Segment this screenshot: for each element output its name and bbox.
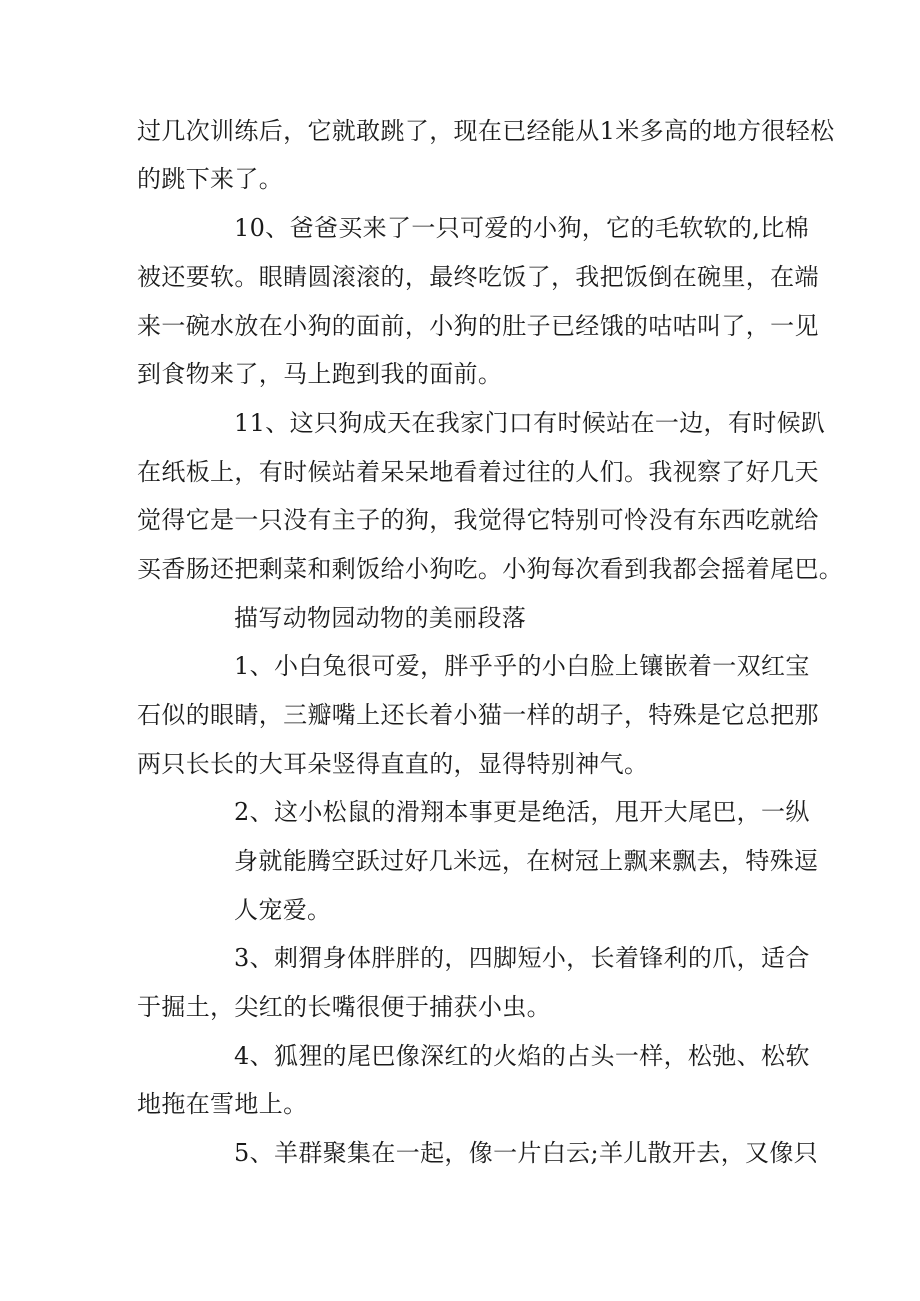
text-line: 人宠爱。 (234, 896, 332, 924)
text-line: 两只长长的大耳朵竖得直直的，显得特别神气。 (137, 750, 649, 778)
paragraph-3-line: 3、刺猬身体胖胖的，四脚短小，长着锋利的爪，适合 (234, 944, 810, 972)
text-line: 于掘土，尖红的长嘴很便于捕获小虫。 (137, 993, 551, 1021)
text-line: 买香肠还把剩菜和剩饭给小狗吃。小狗每次看到我都会摇着尾巴。 (137, 555, 844, 583)
text-line: 石似的眼睛，三瓣嘴上还长着小猫一样的胡子，特殊是它总把那 (137, 701, 819, 729)
text-line: 在纸板上，有时候站着呆呆地看着过往的人们。我视察了好几天 (137, 458, 819, 486)
paragraph-4-line: 4、狐狸的尾巴像深红的火焰的占头一样，松弛、松软 (234, 1042, 810, 1070)
text-line: 的跳下来了。 (137, 165, 284, 193)
paragraph-1-line: 1、小白兔很可爱，胖乎乎的小白脸上镶嵌着一双红宝 (234, 652, 810, 680)
section-heading: 描写动物园动物的美丽段落 (234, 604, 527, 632)
text-line: 过几次训练后，它就敢跳了，现在已经能从1米多高的地方很轻松 (137, 117, 835, 145)
text-line: 身就能腾空跃过好几米远，在树冠上飘来飘去，特殊逗 (234, 847, 819, 875)
paragraph-5-line: 5、羊群聚集在一起，像一片白云;羊儿散开去，又像只 (234, 1139, 819, 1167)
text-line: 到食物来了，马上跑到我的面前。 (137, 360, 503, 388)
paragraph-2-line: 2、这小松鼠的滑翔本事更是绝活，甩开大尾巴，一纵 (234, 798, 810, 826)
text-line: 来一碗水放在小狗的面前，小狗的肚子已经饿的咕咕叫了，一见 (137, 312, 819, 340)
text-line: 被还要软。眼睛圆滚滚的，最终吃饭了，我把饭倒在碗里，在端 (137, 263, 819, 291)
text-line: 觉得它是一只没有主子的狗，我觉得它特别可怜没有东西吃就给 (137, 506, 819, 534)
paragraph-10-line: 10、爸爸买来了一只可爱的小狗，它的毛软软的,比棉 (234, 214, 809, 242)
paragraph-11-line: 11、这只狗成天在我家门口有时候站在一边，有时候趴 (234, 409, 826, 437)
text-line: 地拖在雪地上。 (137, 1090, 308, 1118)
